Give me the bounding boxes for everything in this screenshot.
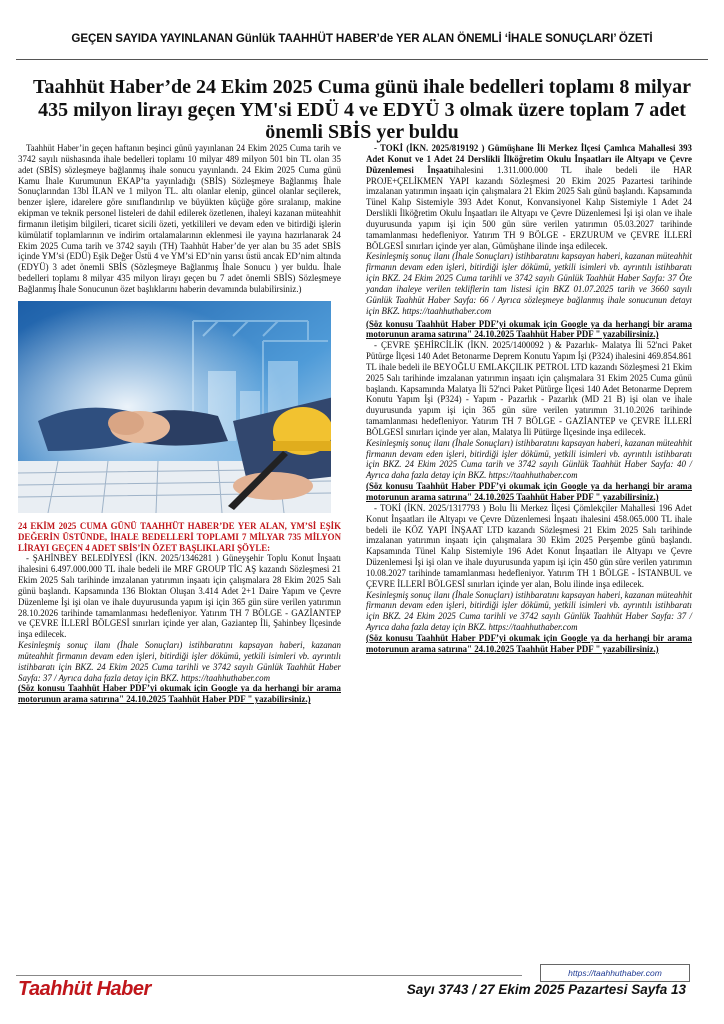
tender-item-3-note: Kesinleşmiş sonuç ilanı (İhale Sonuçları) istihbaratını kapsayan haberi, kazanan müteahhit firmanın devam eden işleri, bitirdiği işler dökümü, yetkili isimleri vb. ayrıntılı istihbaratı için BKZ. 24 Ekim 2025 Cuma tarih ve 3742 sayılı Günlük Taahhüt Haber Sayfa: 40 / Ayrıca daha fazla detay için BKZ. https://taahhuthaber.com	[366, 437, 692, 481]
footer-divider	[16, 975, 522, 976]
tender-item-1: - ŞAHİNBEY BELEDİYESİ (İKN. 2025/1346281 ) Güneyşehir Toplu Konut İnşaatı ihalesini 6.497.000.000 TL ihale bedeli ile MRF GROUP TİC AŞ kazandı Sözleşmesi 21 Ekim 2025 Salı tarihinde imzalanan yatırımın inşaatı için çalışmalara 28 Ekim 2025 Salı günü başlandı. Kapsamında 136 Bloktan Oluşan 3.414 Adet 2+1 Daire Yapım ve Çevre Düzenleme İşi işi olan ve ihale duyurusunda yapım işi için 365 gün süre verilen yatırımın 28.10.2026 tarihinde tamamlanması hedefleniyor. Yatırım TH 7 BÖLGE - GAZİANTEP ve ÇEVRE İLLERİ BÖLGESİ sınırları içinde yer alan, Gaziantep İli, Şahinbey İlçesinde inşa edilecek.	[18, 553, 341, 640]
footer-url-link[interactable]: https://taahhuthaber.com	[540, 964, 690, 982]
tender-item-2-note: Kesinleşmiş sonuç ilanı (İhale Sonuçları) istihbaratını kapsayan haberi, kazanan müteahhit firmanın devam eden işleri, bitirdiği işler dökümü, yetkili isimleri vb. ayrıntılı istihbaratı için BKZ. 24 Ekim 2025 Cuma tarihli ve 3742 sayılı Günlük Taahhüt Haber Sayfa: 37 Öte yandan ihaleye verilen tekliflerin tam listesi için BKZ 01.07.2025 tarih ve 3660 sayılı Günlük Taahhüt Haber Sayfa: 66 / Ayrıca sözleşmeye bağlanmış ihale sonucunun detayı için BKZ. https://taahhuthaber.com	[366, 251, 692, 316]
banner-divider	[16, 59, 708, 60]
footer-brand-logo: Taahhüt Haber	[18, 978, 151, 1000]
right-column	[366, 143, 692, 655]
tender-item-2-body: ihalesini 1.311.000.000 TL ihale bedeli ile HAR PROJE+ÇELİKMEN YAPI kazandı Sözleşmesi 20 Ekim 2025 Pazartesi tarihinde imzalanan yatırımın inşaatı için çalışmalara 21 Ekim 2025 Salı günü başlandı. Kapsamında Tünel Kalıp Sistemiyle 393 Adet Konut, Konvansiyonel Kalıp Sistemiyle 1 Adet 24 Derslikli İlköğretim Okulu İnşaatları ile Altyapı ve Çevre Düzenlemesi İşi işi olan ve ihale duyurusunda yapım işi için 500 gün süre verilen yatırımın 05.03.2027 tarihinde tamamlanması hedefleniyor. Yatırım TH 9 BÖLGE - ERZURUM ve ÇEVRE İLLERİ BÖLGESİ sınırları içinde yer alan, Gümüşhane ilinde inşa edilecek.	[366, 164, 692, 251]
tender-item-1-note: Kesinleşmiş sonuç ilanı (İhale Sonuçları) istihbaratını kapsayan haberi, kazanan müteahhit firmanın devam eden işleri, bitirdiği işler dökümü, yetkili isimleri vb. ayrıntılı istihbaratı için BKZ. 24 Ekim 2025 Cuma tarihli ve 3742 sayılı Günlük Taahhüt Haber Sayfa: 37 / Ayrıca daha fazla detay için BKZ. https://taahhuthaber.com	[18, 640, 341, 683]
section-title: 24 EKİM 2025 CUMA GÜNÜ TAAHHÜT HABER’DE YER ALAN, YM’Sİ EŞİK DEĞERİN ÜSTÜNDE, İHALE BEDELLERİ TOPLAMI 7 MİLYAR 735 MİLYON LİRAYI GEÇEN 4 ADET SBİS’İN ÖZET BAŞLIKLARI ŞÖYLE:	[18, 520, 341, 553]
intro-paragraph: Taahhüt Haber’in geçen haftanın beşinci günü yayınlanan 24 Ekim 2025 Cuma tarih ve 3742 sayılı nüshasında ihale bedelleri toplamı 10 milyar 489 milyon 501 bin TL olan 35 adet (SBİS) sözleşmeye bağlanmış ihale sonucu yayınlandı. 24 Ekim 2025 Cuma günü Kamu İhale Kurumunun EKAP’ta yayınladığı (SBİS) Sözleşmeye Bağlanmış İhale Sonuçlarından 13bl İLAN ve 1 milyon TL. altı olanlar elenip, güncel olanlar seçilerek, benzer işlere, idarelere göre sınıflandırılıp ve büyükten küçüğe göre sıralanıp, makine ekipman ve teknik personel listeleri de dahil edilerek özetlenen, ihaleyi kazanan müteahhit firmanın iletişim bilgileri, ticaret sicili özeti, yetkilileri ve devam eden ve bitirdiği işlerin kümülatif toplamlarının ve indirim ortalamalarının eklenmesi ile yayına hazırlanarak 24 Ekim 2025 Cuma tarih ve 3742 sayılı (TH) Taahhüt Haber’de yer alan bu 35 adet SBİS içinde YM’si (EDÜ) Eşik Değer Üstü 4 ve YM’si ED’nin yarısı üstü ancak ED’nim altında (EDYÜ) 3 adet önemli SBİS (Sözleşmeye Bağlanmış İhale Sonucu ) yer buldu. İhale bedelleri toplamı 8 milyar 435 milyon lirayı geçen bu 7 adet önemli SBİS) Sözleşmeye Bağlanmış İhale Sonucunun özet başlıklarını haberin devamında bulabilirsiniz.)	[18, 143, 341, 294]
pdf-note-right-1: (Söz konusu Taahhüt Haber PDF’yi okumak için Google ya da herhangi bir arama motorunun arama satırına" 24.10.2025 Taahhüt Haber PDF " yazabilirsiniz.)	[366, 318, 692, 340]
pdf-note-left: (Söz konusu Taahhüt Haber PDF’yi okumak için Google ya da herhangi bir arama motorunun arama satırına" 24.10.2025 Taahhüt Haber PDF " yazabilirsiniz.)	[18, 683, 341, 705]
page-banner: GEÇEN SAYIDA YAYINLANAN Günlük TAAHHÜT HABER’de YER ALAN ÖNEMLİ ‘İHALE SONUÇLARI’ ÖZETİ	[71, 32, 653, 45]
tender-item-4-note: Kesinleşmiş sonuç ilanı (İhale Sonuçları) istihbaratını kapsayan haberi, kazanan müteahhit firmanın devam eden işleri, bitirdiği işler dökümü, yetkili isimleri vb. ayrıntılı istihbaratı için BKZ. 24 Ekim 2025 Cuma tarihli ve 3742 sayılı Günlük Taahhüt Haber Sayfa: 37 / Ayrıca daha fazla detay için BKZ. https://taahhuthaber.com	[366, 589, 692, 633]
pdf-note-right-2: (Söz konusu Taahhüt Haber PDF’yi okumak için Google ya da herhangi bir arama motorunun arama satırına" 24.10.2025 Taahhüt Haber PDF " yazabilirsiniz.)	[366, 481, 692, 502]
handshake-construction-photo	[18, 301, 331, 513]
tender-item-2-head: - TOKİ (İKN. 2025/819192 ) Gümüşhane İli Merkez İlçesi Çamlıca Mahallesi 393 Adet Konut ve 1 Adet 24 Derslikli İlköğretim Okulu İnşaatları ile Altyapı ve Çevre Düzenlemesi İnşaatı	[366, 143, 692, 175]
left-column	[18, 143, 341, 705]
tender-item-3: - ÇEVRE ŞEHİRCİLİK (İKN. 2025/1400092 ) & Pazarlık- Malatya İli 52'nci Paket Pütürge İlçesi 140 Adet Betonarme Deprem Konutu Yapım İşi (P324) ihalesini 469.854.861 TL ihale bedeli ile BEYOĞLU EMLAKÇILIK PETROL LTD kazandı Sözleşmesi 21 Ekim 2025 Salı tarihinde imzalanan yatırımın inşaatı için çalışmalara 31 Ekim 2025 Cuma günü başlandı. Kapsamında Malatya İli 52'nci Paket Pütürge İlçesi 140 Adet Betonarme Deprem Konutu Yapım İşi (P324) - Yapım - Pazarlık - Pazarlık (MD 21 B) işi olan ve ihale duyurusunda yapım işi için 365 gün süre verilen yatırımın 31.10.2026 tarihinde tamamlanması hedefleniyor. Yatırım TH 7 BÖLGE - GAZİANTEP ve ÇEVRE İLLERİ BÖLGESİ sınırları içinde yer alan, Malatya İli Pütürge İlçesinde inşa edilecek.	[366, 340, 692, 437]
tender-item-4: - TOKİ (İKN. 2025/1317793 ) Bolu İli Merkez İlçesi Çömlekçiler Mahallesi 196 Adet Konut İnşaatları ile Altyapı ve Çevre Düzenlemesi İnşaatı ihalesini 458.065.000 TL ihale bedeli ile KÖZ YAPI İNŞAAT LTD kazandı Sözleşmesi 21 Ekim 2025 Salı tarihinde imzalanan yatırımın inşaatı için çalışmalara 30 Ekim 2025 Perşembe günü başlandı. Kapsamında Tünel Kalıp Sistemiyle 196 Adet Konut İnşaatları ile Altyapı ve Çevre Düzenlemesi İşi işi olan ve ihale duyurusunda yapım işi için 450 gün süre verilen yatırımın 10.08.2027 tarihinde tamamlanması hedefleniyor. Yatırım TH 1 BÖLGE - İSTANBUL ve ÇEVRE İLLERİ BÖLGESİ sınırları içinde yer alan, Bolu ilinde inşa edilecek.	[366, 502, 692, 589]
handshake-image	[18, 301, 331, 513]
footer-issue-info: Sayı 3743 / 27 Ekim 2025 Pazartesi Sayfa 13	[406, 982, 686, 997]
pdf-note-right-3: (Söz konusu Taahhüt Haber PDF’yi okumak için Google ya da herhangi bir arama motorunun arama satırına" 24.10.2025 Taahhüt Haber PDF " yazabilirsiniz.)	[366, 632, 692, 654]
headline: Taahhüt Haber’de 24 Ekim 2025 Cuma günü ihale bedelleri toplamı 8 milyar 435 milyon lirayı geçen YM'si EDÜ 4 ve EDYÜ 3 olmak üzere toplam 7 adet önemli SBİS yer buldu	[32, 76, 691, 143]
